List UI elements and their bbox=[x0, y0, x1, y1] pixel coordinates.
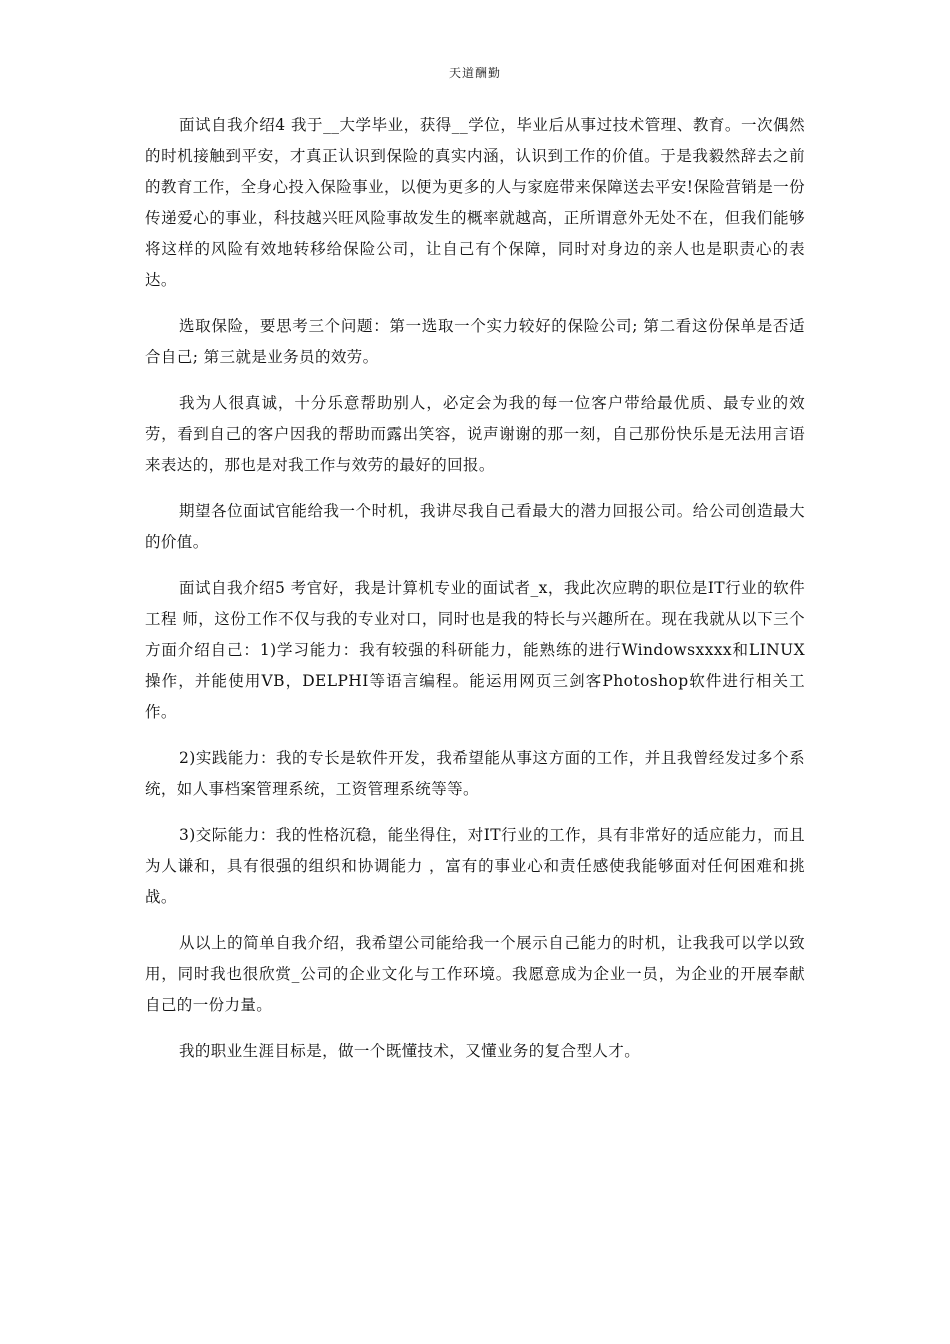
paragraph-practice-ability: 2)实践能力：我的专长是软件开发，我希望能从事这方面的工作，并且我曾经发过多个系统，如人事档案管理系统，工资管理系统等等。 bbox=[145, 749, 805, 798]
paragraph-intro-5: 面试自我介绍5 考官好，我是计算机专业的面试者_x，我此次应聘的职位是IT行业的软件工程 师，这份工作不仅与我的专业对口，同时也是我的特长与兴趣所在。现在我就从以下三个方面介绍自己：1)学习能力：我有较强的科研能力，能熟练的进行Windowsxxxx和LINUX操作，并能使用VB，DELPHI等语言编程。能运用网页三剑客Photoshop软件进行相关工作。 bbox=[145, 579, 805, 721]
page-header: 天道酬勤 bbox=[448, 66, 501, 80]
paragraph-insurance-questions: 选取保险，要思考三个问题：第一选取一个实力较好的保险公司; 第二看这份保单是否适合自己; 第三就是业务员的效劳。 bbox=[145, 317, 805, 366]
paragraph-career-goal: 我的职业生涯目标是，做一个既懂技术，又懂业务的复合型人才。 bbox=[179, 1042, 641, 1060]
paragraph-intro-4: 面试自我介绍4 我于__大学毕业，获得__学位，毕业后从事过技术管理、教育。一次偶然的时机接触到平安，才真正认识到保险的真实内涵，认识到工作的价值。于是我毅然辞去之前的教育工作，全身心投入保险事业，以便为更多的人与家庭带来保障送去平安!保险营销是一份传递爱心的事业，科技越兴旺风险事故发生的概率就越高，正所谓意外无处不在，但我们能够将这样的风险有效地转移给保险公司，让自己有个保障，同时对身边的亲人也是职责心的表达。 bbox=[145, 116, 805, 289]
document-body bbox=[145, 110, 805, 1082]
paragraph-summary: 从以上的简单自我介绍，我希望公司能给我一个展示自己能力的时机，让我我可以学以致用，同时我也很欣赏_公司的企业文化与工作环境。我愿意成为企业一员，为企业的开展奉献自己的一份力量。 bbox=[145, 934, 805, 1014]
paragraph-hope: 期望各位面试官能给我一个时机，我讲尽我自己看最大的潜力回报公司。给公司创造最大的价值。 bbox=[145, 502, 805, 551]
paragraph-personality: 我为人很真诚，十分乐意帮助别人，必定会为我的每一位客户带给最优质、最专业的效劳，看到自己的客户因我的帮助而露出笑容，说声谢谢的那一刻，自己那份快乐是无法用言语来表达的，那也是对我工作与效劳的最好的回报。 bbox=[145, 394, 805, 474]
paragraph-social-ability: 3)交际能力：我的性格沉稳，能坐得住，对IT行业的工作，具有非常好的适应能力，而且为人谦和，具有很强的组织和协调能力 ，富有的事业心和责任感使我能够面对任何困难和挑战。 bbox=[145, 826, 805, 906]
